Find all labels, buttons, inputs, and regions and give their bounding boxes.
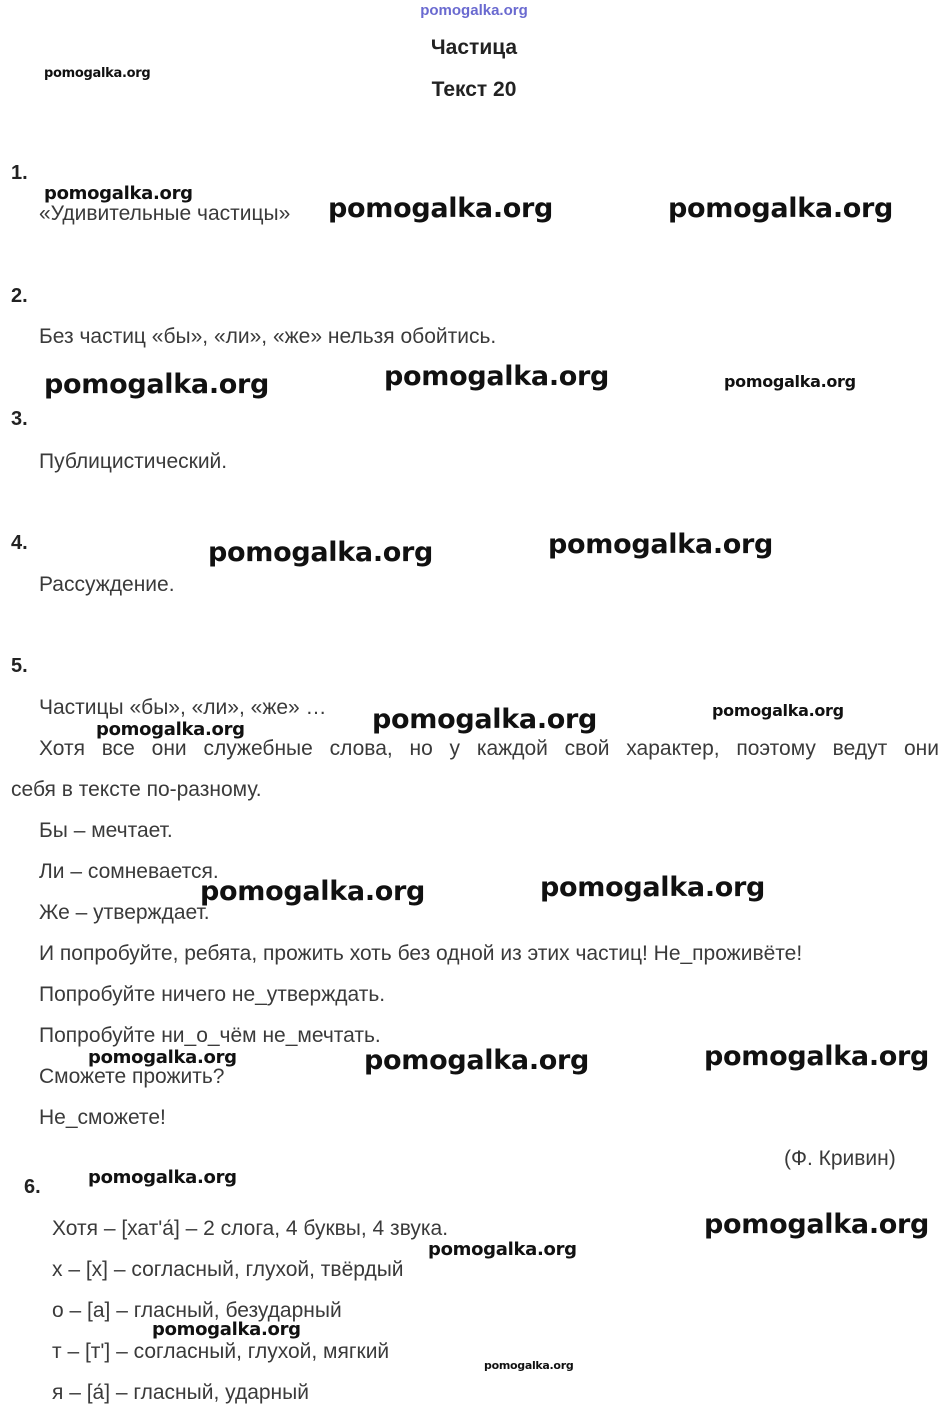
answer-5-line: Же – утверждает. <box>39 901 210 924</box>
answer-3-text: Публицистический. <box>39 450 228 473</box>
watermark: pomogalka.org <box>668 193 894 224</box>
watermark: pomogalka.org <box>88 1167 237 1188</box>
answer-6-line: я – [а́] – гласный, ударный <box>52 1381 309 1404</box>
answer-5-author: (Ф. Кривин) <box>784 1147 896 1170</box>
answer-4-number: 4. <box>11 532 28 554</box>
page-subtitle: Текст 20 <box>431 78 517 101</box>
answer-5-line: Попробуйте ничего не_утверждать. <box>39 983 386 1006</box>
answer-6-line: х – [х] – согласный, глухой, твёрдый <box>52 1258 404 1281</box>
page-title: Частица <box>430 36 518 59</box>
watermark: pomogalka.org <box>384 361 610 392</box>
watermark: pomogalka.org <box>88 1047 237 1068</box>
watermark: pomogalka.org <box>724 372 856 391</box>
watermark: pomogalka.org <box>364 1045 590 1076</box>
answer-1-number: 1. <box>11 162 28 184</box>
answer-1-text: «Удивительные частицы» <box>39 202 291 225</box>
answer-5-line: себя в тексте по-разному. <box>11 778 262 801</box>
watermark: pomogalka.org <box>372 704 598 735</box>
watermark: pomogalka.org <box>704 1041 930 1072</box>
answer-5-line: Попробуйте ни_о_чём не_мечтать. <box>39 1024 381 1047</box>
watermark: pomogalka.org <box>44 66 151 81</box>
answer-3-number: 3. <box>11 408 28 430</box>
answer-2-number: 2. <box>11 285 28 307</box>
answer-6-line: о – [а] – гласный, безударный <box>52 1299 342 1322</box>
answer-5-line: Ли – сомневается. <box>39 860 219 883</box>
answer-2-text: Без частиц «бы», «ли», «же» нельзя обойтись. <box>39 325 497 348</box>
answer-6-line: т – [т'] – согласный, глухой, мягкий <box>52 1340 390 1363</box>
watermark: pomogalka.org <box>96 719 245 740</box>
answer-5-line: И попробуйте, ребята, прожить хоть без одной из этих частиц! Не_проживёте! <box>39 942 803 965</box>
answer-5-number: 5. <box>11 655 28 677</box>
watermark: pomogalka.org <box>484 1359 574 1372</box>
watermark: pomogalka.org <box>328 193 554 224</box>
watermark: pomogalka.org <box>44 369 270 400</box>
watermark: pomogalka.org <box>44 183 193 204</box>
watermark: pomogalka.org <box>548 529 774 560</box>
watermark: pomogalka.org <box>200 876 426 907</box>
watermark: pomogalka.org <box>152 1319 301 1340</box>
watermark: pomogalka.org <box>420 2 528 19</box>
answer-5-line: Бы – мечтает. <box>39 819 173 842</box>
watermark: pomogalka.org <box>704 1209 930 1240</box>
answer-5-line: Хотя все они служебные слова, но у каждой свой характер, поэтому ведут они <box>39 737 939 760</box>
watermark: pomogalka.org <box>540 872 766 903</box>
watermark: pomogalka.org <box>712 701 844 720</box>
answer-4-text: Рассуждение. <box>39 573 175 596</box>
answer-5-line: Сможете прожить? <box>39 1065 225 1088</box>
answer-5-line: Частицы «бы», «ли», «же» … <box>39 696 327 719</box>
answer-6-number: 6. <box>24 1176 41 1198</box>
watermark: pomogalka.org <box>208 537 434 568</box>
watermark: pomogalka.org <box>428 1239 577 1260</box>
answer-6-line: Хотя – [хат'а́] – 2 слога, 4 буквы, 4 звука. <box>52 1217 449 1240</box>
answer-5-line: Не_сможете! <box>39 1106 166 1129</box>
